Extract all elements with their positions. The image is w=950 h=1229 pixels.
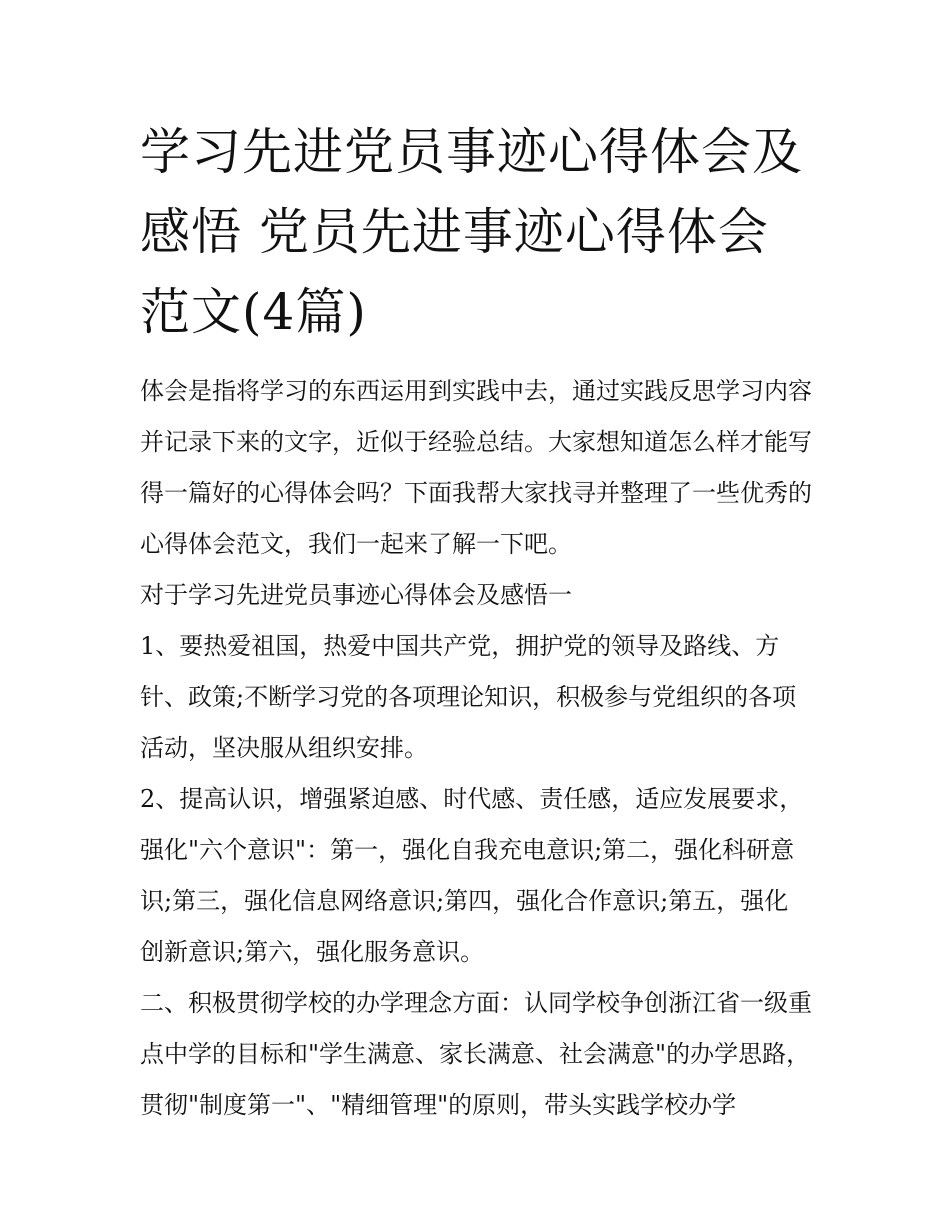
document-page — [140, 112, 820, 1131]
document-body — [140, 366, 820, 1131]
section-two-paragraph: 二、积极贯彻学校的办学理念方面：认同学校争创浙江省一级重点中学的目标和"学生满意、家长满意、社会满意"的办学思路，贯彻"制度第一"、"精细管理"的原则，带头实践学校办学 — [140, 989, 812, 1119]
point-1-paragraph: 1、要热爱祖国，热爱中国共产党，拥护党的领导及路线、方针、政策;不断学习党的各项理论知识，积极参与党组织的各项活动，坚决服从组织安排。 — [140, 632, 797, 762]
point-2-paragraph: 2、提高认识，增强紧迫感、时代感、责任感，适应发展要求，强化"六个意识"：第一，强化自我充电意识;第二，强化科研意识;第三，强化信息网络意识;第四，强化合作意识;第五，强化创新意识;第六，强化服务意识。 — [140, 785, 804, 966]
section-heading: 对于学习先进党员事迹心得体会及感悟一 — [140, 581, 572, 609]
document-title: 学习先进党员事迹心得体会及感悟 党员先进事迹心得体会范文(4篇) — [140, 123, 803, 341]
intro-paragraph: 体会是指将学习的东西运用到实践中去，通过实践反思学习内容并记录下来的文字，近似于经验总结。大家想知道怎么样才能写得一篇好的心得体会吗？下面我帮大家找寻并整理了一些优秀的心得体会范文，我们一起来了解一下吧。 — [140, 377, 812, 558]
